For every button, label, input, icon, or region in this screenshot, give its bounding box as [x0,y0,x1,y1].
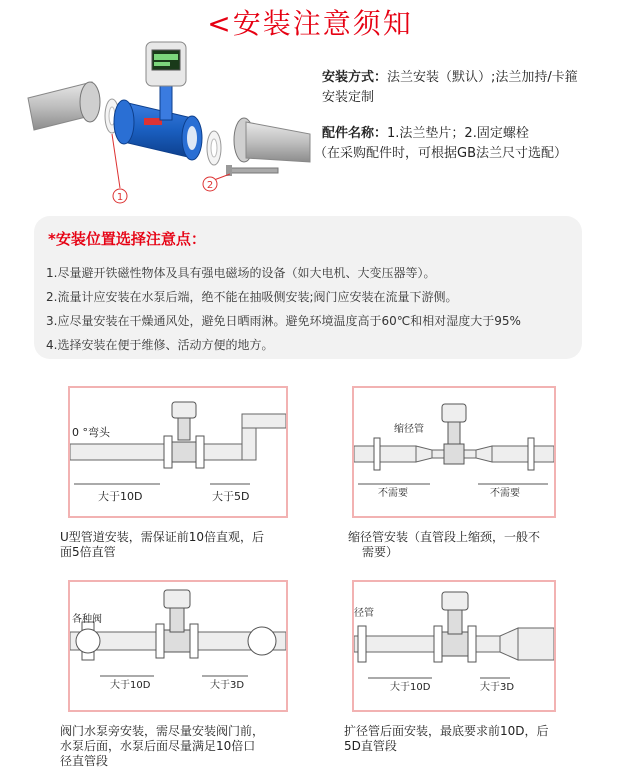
upstream-label: 不需要 [378,488,408,499]
caption-u-pipe: U型管道安装，需保证前10倍直观，后 [60,530,265,544]
downstream-label: 大于3D [480,682,515,693]
page-title: <安装注意须知 [207,7,413,40]
install-notice-box [34,216,582,359]
caption-reducer: 缩径管安装（直管段上缩颈，一般不 [348,530,541,544]
install-label: 安装方式： [322,70,388,85]
caption-reducer-2: 需要） [362,545,399,559]
reducer-label: 缩径管 [394,424,424,435]
notice-item: 4.选择安装在便于维修、活动方便的地方。 [46,338,274,352]
caption-expander-2: 5D直管段 [344,739,397,753]
right-pipe [246,122,310,162]
nameplate [144,118,162,125]
downstream-label: 大于5D [212,490,250,503]
notice-item: 1.尽量避开铁磁性物体及具有强电磁场的设备（如大电机、大变压器等）。 [46,266,436,280]
diagram-u-pipe [68,386,288,518]
caption-valve-pump-3: 径直管段 [60,754,109,768]
install-value-1: 法兰安装（默认）;法兰加持/卡箍 [387,70,578,85]
expander-label: 径管 [354,608,374,619]
parts-label: 配件名称： [322,126,388,141]
downstream-label: 大于3D [210,680,245,691]
diagram-expander [352,580,556,712]
callout-2: 2 [206,180,214,191]
notice-item: 3.应尽量安装在干燥通风处，避免日晒雨淋。避免环境温度高于60℃和相对湿度大于95% [46,314,521,328]
notice-title: *安装位置选择注意点： [48,230,206,248]
callout-1: 1 [116,192,124,203]
upstream-label: 大于10D [98,490,143,503]
install-value-2: 安装定制 [322,90,375,105]
diagram-valve-pump [68,580,288,712]
caption-valve-pump-2: 水泵后面，水泵后面尽量满足10倍口 [60,739,256,753]
elbow-label: 0 °弯头 [72,426,110,439]
converter-neck [160,84,172,120]
upstream-label: 大于10D [110,680,151,691]
parts-value: 1.法兰垫片；2.固定螺栓 [387,126,529,141]
parts-name [322,124,529,144]
install-method [322,68,578,88]
upstream-label: 大于10D [390,682,431,693]
notice-item: 2.流量计应安装在水泵后端，绝不能在抽吸侧安装;阀门应安装在流量下游侧。 [46,290,458,304]
diagram-reducer [352,386,556,518]
valve-label: 各种阀 [72,614,102,625]
bolt [230,168,278,173]
flowmeter-body [124,102,192,158]
caption-valve-pump: 阀门水泵旁安装，需尽量安装阀门前， [60,724,265,738]
parts-note: （在采购配件时，可根据GB法兰尺寸选配） [314,146,567,161]
caption-expander: 扩径管后面安装，最底要求前10D，后 [344,724,549,738]
flowmeter-illustration [20,40,320,210]
downstream-label: 不需要 [490,488,520,499]
caption-u-pipe-2: 面5倍直管 [60,545,116,559]
left-pipe-flange [80,82,100,122]
